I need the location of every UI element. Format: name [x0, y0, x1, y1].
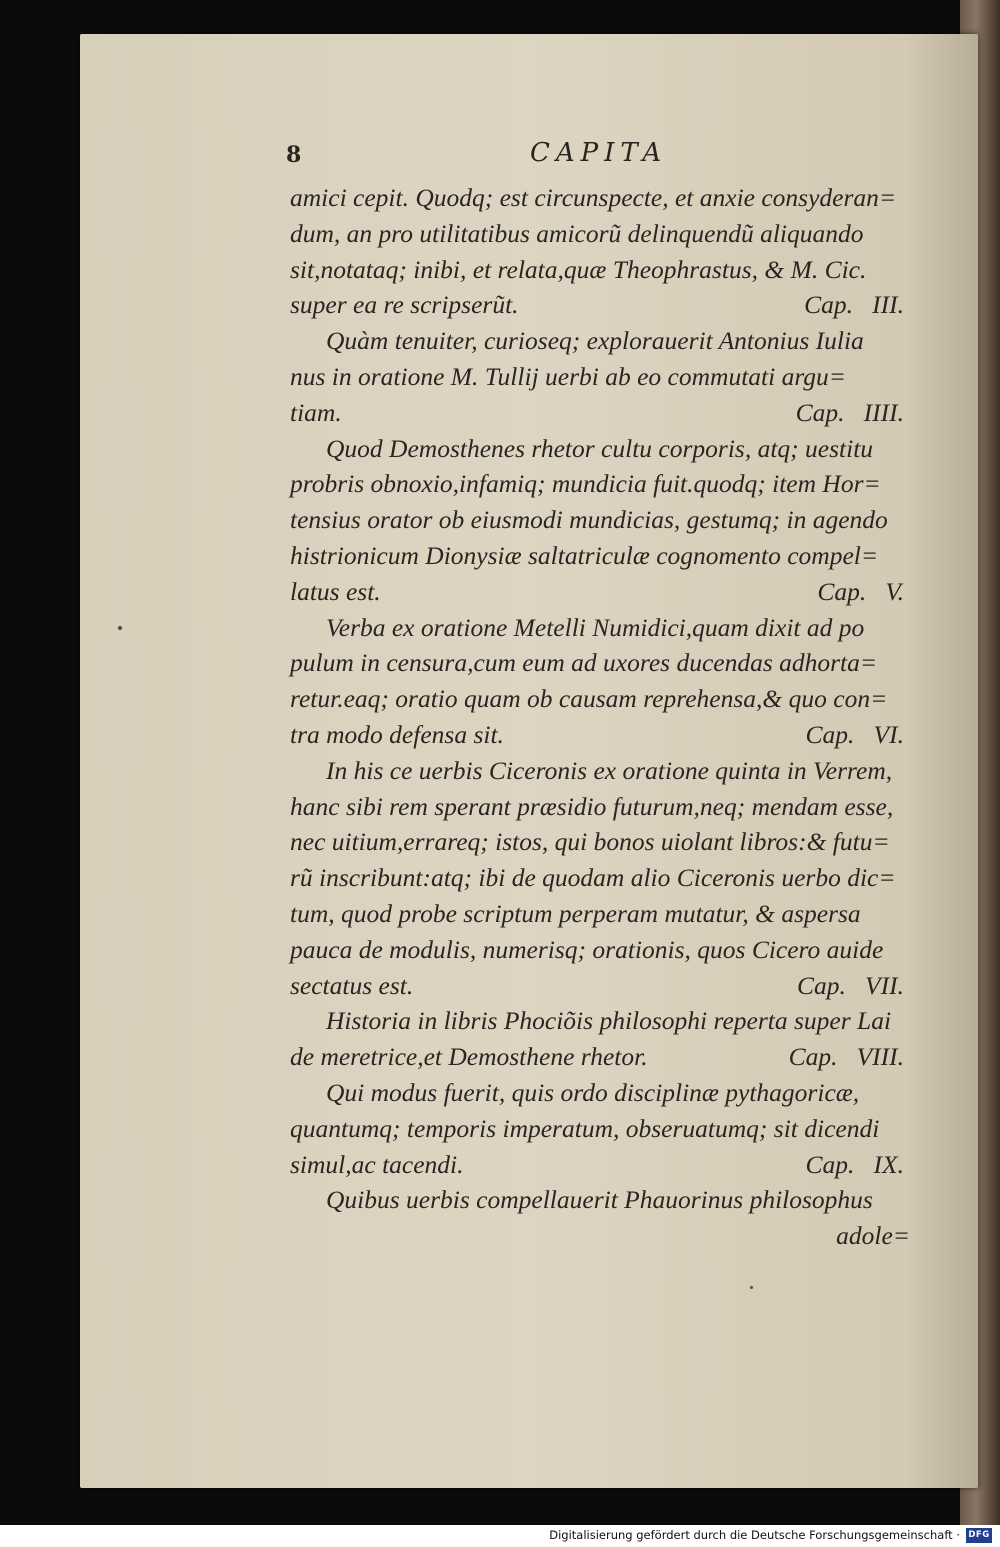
text-line [290, 466, 910, 502]
line-text: super ea re scripserũt. [290, 290, 519, 320]
text-line [290, 610, 910, 646]
line-text: Historia in libris Phociõis philosophi reperta super Lai [326, 1006, 892, 1036]
text-line [290, 860, 910, 896]
text-line [290, 1218, 910, 1254]
text-line [290, 717, 910, 753]
chapter-number: Cap. VI. [805, 719, 904, 749]
page-header [280, 138, 920, 174]
text-line [290, 1003, 910, 1039]
text-line [290, 216, 910, 252]
chapter-number: Cap. VIII. [788, 1042, 904, 1072]
line-text: hanc sibi rem sperant præsidio futurum,neq; mendam esse, [290, 791, 894, 821]
line-text: probris obnoxio,infamiq; mundicia fuit.quodq; item Hor= [290, 469, 881, 499]
text-line [290, 431, 910, 467]
line-text: tiam. [290, 397, 342, 427]
text-line [290, 1111, 910, 1147]
ink-speck [750, 1286, 753, 1289]
text-line [290, 359, 910, 395]
digitization-footer [0, 1525, 1000, 1547]
text-line [290, 968, 910, 1004]
page-number: 8 [286, 142, 302, 168]
line-text: Verba ex oratione Metelli Numidici,quam dixit ad po [326, 612, 865, 642]
line-text: nec uitium,errareq; istos, qui bonos uiolant libros:& futu= [290, 827, 890, 857]
text-line [290, 1039, 910, 1075]
line-text: simul,ac tacendi. [290, 1149, 464, 1179]
text-line [290, 395, 910, 431]
text-line [290, 645, 910, 681]
line-text: tum, quod probe scriptum perperam mutatur, & aspersa [290, 898, 861, 928]
text-line [290, 932, 910, 968]
text-line [290, 252, 910, 288]
line-text: pulum in censura,cum eum ad uxores ducendas adhorta= [290, 648, 878, 678]
text-line [290, 574, 910, 610]
text-line [290, 323, 910, 359]
chapter-number: Cap. IX. [805, 1149, 904, 1179]
dfg-logo: DFG [966, 1528, 992, 1543]
line-text: pauca de modulis, numerisq; orationis, quos Cicero auide [290, 934, 884, 964]
chapter-number: Cap. IIII. [795, 397, 904, 427]
line-text: Qui modus fuerit, quis ordo disciplinæ pythagoricæ, [326, 1077, 860, 1107]
text-line [290, 1147, 910, 1183]
line-text: de meretrice,et Demosthene rhetor. [290, 1042, 648, 1072]
line-text: nus in oratione M. Tullij uerbi ab eo commutati argu= [290, 361, 847, 391]
line-text: tra modo defensa sit. [290, 719, 504, 749]
text-line [290, 1182, 910, 1218]
funding-credit: Digitalisierung gefördert durch die Deutsche Forschungsgemeinschaft · [549, 1528, 960, 1542]
chapter-number: Cap. V. [817, 576, 904, 606]
line-text: dum, an pro utilitatibus amicorũ delinquendũ aliquando [290, 218, 864, 248]
line-text: tensius orator ob eiusmodi mundicias, gestumq; in agendo [290, 505, 888, 535]
line-text: quantumq; temporis imperatum, obseruatumq; sit dicendi [290, 1113, 880, 1143]
line-text: sectatus est. [290, 970, 414, 1000]
text-line [290, 180, 910, 216]
line-text: amici cepit. Quodq; est circunspecte, et anxie consyderan= [290, 183, 897, 212]
text-line [290, 681, 910, 717]
text-line [290, 538, 910, 574]
running-head: CAPITA [530, 138, 668, 168]
text-line [290, 789, 910, 825]
ink-speck [118, 626, 122, 630]
line-text: Quibus uerbis compellauerit Phauorinus philosophus [326, 1185, 873, 1215]
line-text: Quod Demosthenes rhetor cultu corporis, atq; uestitu [326, 433, 874, 463]
line-text: Quàm tenuiter, curioseq; explorauerit Antonius Iulia [326, 326, 864, 356]
line-text: retur.eaq; oratio quam ob causam reprehensa,& quo con= [290, 684, 888, 714]
line-text: In his ce uerbis Ciceronis ex oratione quinta in Verrem, [326, 755, 893, 785]
text-line [290, 1075, 910, 1111]
text-line [290, 502, 910, 538]
text-line [290, 287, 910, 323]
chapter-number: Cap. VII. [797, 970, 904, 1000]
text-line [290, 753, 910, 789]
line-text: histrionicum Dionysiæ saltatriculæ cognomento compel= [290, 540, 879, 570]
line-text: latus est. [290, 576, 381, 606]
text-line [290, 824, 910, 860]
text-line [290, 896, 910, 932]
line-text: adole= [836, 1221, 910, 1251]
chapter-list [290, 180, 910, 1254]
chapter-number: Cap. III. [804, 290, 904, 320]
line-text: rũ inscribunt:atq; ibi de quodam alio Ciceronis uerbo dic= [290, 863, 896, 893]
line-text: sit,notataq; inibi, et relata,quæ Theophrastus, & M. Cic. [290, 254, 867, 284]
